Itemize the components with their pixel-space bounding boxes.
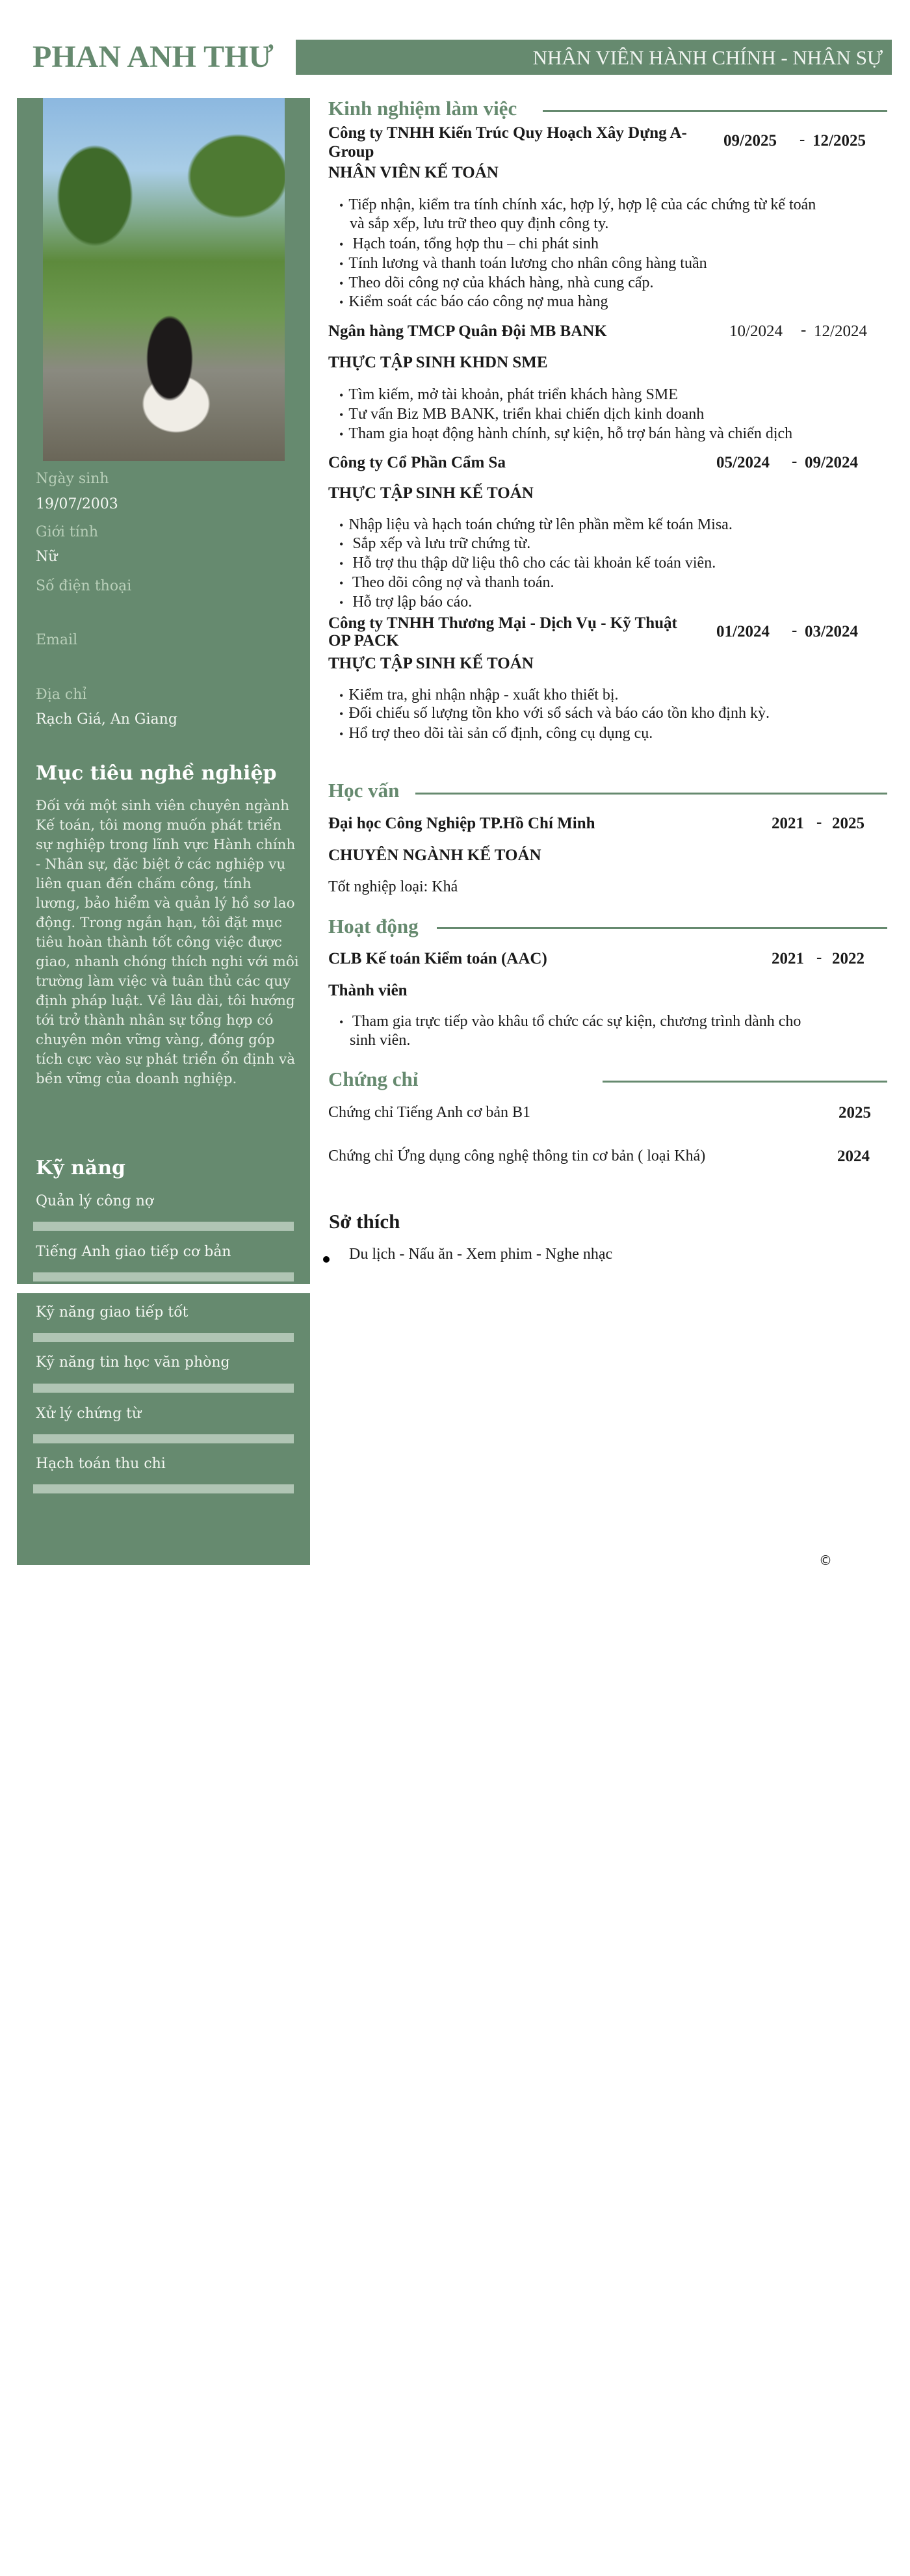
company-name: Công ty TNHH Kiến Trúc Quy Hoạch Xây Dựng A- — [328, 124, 687, 142]
skill-name: Xử lý chứng từ — [36, 1406, 142, 1422]
skill-bar — [33, 1272, 294, 1281]
date-separator: - — [792, 453, 798, 470]
certificate-name: Chứng chỉ Ứng dụng công nghệ thông tin cơ bản ( loại Khá) — [328, 1148, 706, 1164]
bullet-icon — [323, 1256, 330, 1263]
school-name: Đại học Công Nghiệp TP.Hồ Chí Minh — [328, 815, 595, 832]
duty-item: • Tính lương và thanh toán lương cho nhân công hàng tuần — [339, 255, 707, 272]
job-role: NHÂN VIÊN KẾ TOÁN — [328, 164, 499, 181]
activities-heading: Hoạt động — [328, 915, 419, 938]
date-separator: - — [816, 949, 822, 966]
duty-item: • Nhập liệu và hạch toán chứng từ lên phần mềm kế toán Misa. — [339, 516, 733, 534]
company-name-cont: OP PACK — [328, 632, 399, 650]
duty-item: • Tư vấn Biz MB BANK, triển khai chiến dịch kinh doanh — [339, 406, 704, 423]
duty-item: • Sắp xếp và lưu trữ chứng từ. — [339, 535, 530, 553]
phone-label: Số điện thoại — [36, 578, 132, 594]
birthdate-value: 19/07/2003 — [36, 496, 118, 512]
end-year: 2022 — [832, 950, 864, 967]
end-date: 03/2024 — [805, 623, 858, 640]
company-name: Công ty Cổ Phần Cẩm Sa — [328, 454, 506, 471]
objective-heading: Mục tiêu nghề nghiệp — [36, 762, 277, 785]
start-date: 01/2024 — [716, 623, 770, 640]
hobbies-text: Du lịch - Nấu ăn - Xem phim - Nghe nhạc — [349, 1246, 613, 1263]
start-date: 05/2024 — [716, 454, 770, 471]
activity-item-cont: sinh viên. — [350, 1032, 411, 1049]
duty-item: • Hỗ trợ thu thập dữ liệu thô cho các tài khoản kế toán viên. — [339, 555, 716, 572]
skills-heading: Kỹ năng — [36, 1157, 125, 1179]
certificate-year: 2024 — [837, 1148, 870, 1165]
organization-name: CLB Kế toán Kiểm toán (AAC) — [328, 950, 547, 967]
duty-item: • Hạch toán, tổng hợp thu – chi phát sinh — [339, 235, 599, 253]
graduation-note: Tốt nghiệp loại: Khá — [328, 878, 458, 895]
address-label: Địa chỉ — [36, 687, 87, 703]
date-separator: - — [800, 131, 805, 148]
section-divider — [415, 793, 887, 795]
section-divider — [603, 1081, 887, 1083]
address-value: Rạch Giá, An Giang — [36, 711, 177, 728]
position-title: NHÂN VIÊN HÀNH CHÍNH - NHÂN SỰ — [532, 46, 883, 69]
skill-name: Tiếng Anh giao tiếp cơ bản — [36, 1244, 231, 1260]
end-date: 12/2024 — [814, 322, 867, 340]
start-date: 10/2024 — [729, 322, 783, 340]
duty-item: • Theo dõi công nợ và thanh toán. — [339, 574, 554, 592]
company-name: Công ty TNHH Thương Mại - Dịch Vụ - Kỹ Thuật — [328, 614, 677, 632]
date-separator: - — [792, 622, 798, 639]
duty-item: • Kiểm tra, ghi nhận nhập - xuất kho thiết bị. — [339, 687, 619, 704]
duty-item: • Tìm kiếm, mở tài khoản, phát triển khách hàng SME — [339, 386, 678, 404]
email-label: Email — [36, 632, 78, 648]
skill-bar — [33, 1434, 294, 1443]
duty-item: • Tham gia hoạt động hành chính, sự kiện, hỗ trợ bán hàng và chiến dịch — [339, 425, 792, 443]
duty-item: • Hổ trợ theo dõi tài sản cố định, công cụ dụng cụ. — [339, 725, 653, 743]
skill-name: Hạch toán thu chi — [36, 1456, 166, 1472]
duty-item: • Tiếp nhận, kiểm tra tính chính xác, hợp lý, hợp lệ của các chứng từ kế toán — [339, 196, 816, 214]
skill-bar — [33, 1384, 294, 1393]
skill-name: Quản lý công nợ — [36, 1193, 154, 1209]
section-divider — [437, 927, 887, 929]
start-year: 2021 — [772, 950, 804, 967]
section-divider — [543, 110, 887, 112]
end-year: 2025 — [832, 815, 864, 832]
company-name: Ngân hàng TMCP Quân Đội MB BANK — [328, 322, 607, 340]
gender-value: Nữ — [36, 549, 58, 565]
skill-bar — [33, 1222, 294, 1231]
job-role: THỰC TẬP SINH KẾ TOÁN — [328, 655, 534, 672]
hobbies-heading: Sở thích — [329, 1210, 400, 1233]
major: CHUYÊN NGÀNH KẾ TOÁN — [328, 847, 541, 864]
end-date: 09/2024 — [805, 454, 858, 471]
certificate-name: Chứng chỉ Tiếng Anh cơ bản B1 — [328, 1104, 531, 1121]
gender-label: Giới tính — [36, 524, 99, 540]
objective-text: Đối với một sinh viên chuyên ngành Kế toán, tôi mong muốn phát triển sự nghiệp trong lĩnh vực Hành chính - Nhân sự, đặc biệt ở các nghiệp vụ liên quan đến chấm công, tính lương, bảo hiểm và quản lý hồ sơ lao động. Trong ngắn hạn, tôi đặt mục tiêu hoàn thành tốt công việc được giao, nhanh chóng thích nghi với môi trường làm việc và tuân thủ các quy định pháp luật. Về lâu dài, tôi hướng tới trở thành nhân sự tổng hợp có chuyên môn vững vàng, đóng góp tích cực vào sự phát triển ổn định và bền vững của doanh nghiệp. — [36, 798, 299, 1087]
company-name-cont: Group — [328, 143, 374, 161]
profile-photo — [43, 98, 285, 461]
skill-name: Kỹ năng tin học văn phòng — [36, 1354, 230, 1371]
certificate-year: 2025 — [838, 1104, 871, 1122]
date-separator: - — [816, 813, 822, 831]
skill-bar — [33, 1333, 294, 1342]
copyright-icon: © — [819, 1553, 832, 1568]
position-banner — [296, 40, 892, 75]
job-role: THỰC TẬP SINH KẾ TOÁN — [328, 484, 534, 502]
duty-item: • Kiểm soát các báo cáo công nợ mua hàng — [339, 293, 608, 311]
date-separator: - — [801, 321, 807, 339]
birthdate-label: Ngày sinh — [36, 471, 109, 487]
duty-item: • Theo dõi công nợ của khách hàng, nhà cung cấp. — [339, 274, 654, 292]
activity-item: • Tham gia trực tiếp vào khâu tổ chức các sự kiện, chương trình dành cho — [339, 1013, 801, 1031]
skill-name: Kỹ năng giao tiếp tốt — [36, 1304, 188, 1321]
end-date: 12/2025 — [812, 132, 866, 150]
start-date: 09/2025 — [723, 132, 777, 150]
duty-item: • Đối chiếu số lượng tồn kho với sổ sách và báo cáo tồn kho định kỳ. — [339, 705, 770, 722]
duty-item-cont: và sắp xếp, lưu trữ theo quy định công ty. — [350, 215, 609, 232]
certificates-heading: Chứng chỉ — [328, 1068, 419, 1090]
duty-item: • Hỗ trợ lập báo cáo. — [339, 594, 472, 611]
start-year: 2021 — [772, 815, 804, 832]
education-heading: Học vấn — [328, 779, 400, 802]
skill-bar — [33, 1484, 294, 1493]
candidate-name: PHAN ANH THƯ — [32, 40, 274, 74]
activity-role: Thành viên — [328, 982, 408, 999]
job-role: THỰC TẬP SINH KHDN SME — [328, 354, 548, 371]
experience-heading: Kinh nghiệm làm việc — [328, 97, 517, 120]
